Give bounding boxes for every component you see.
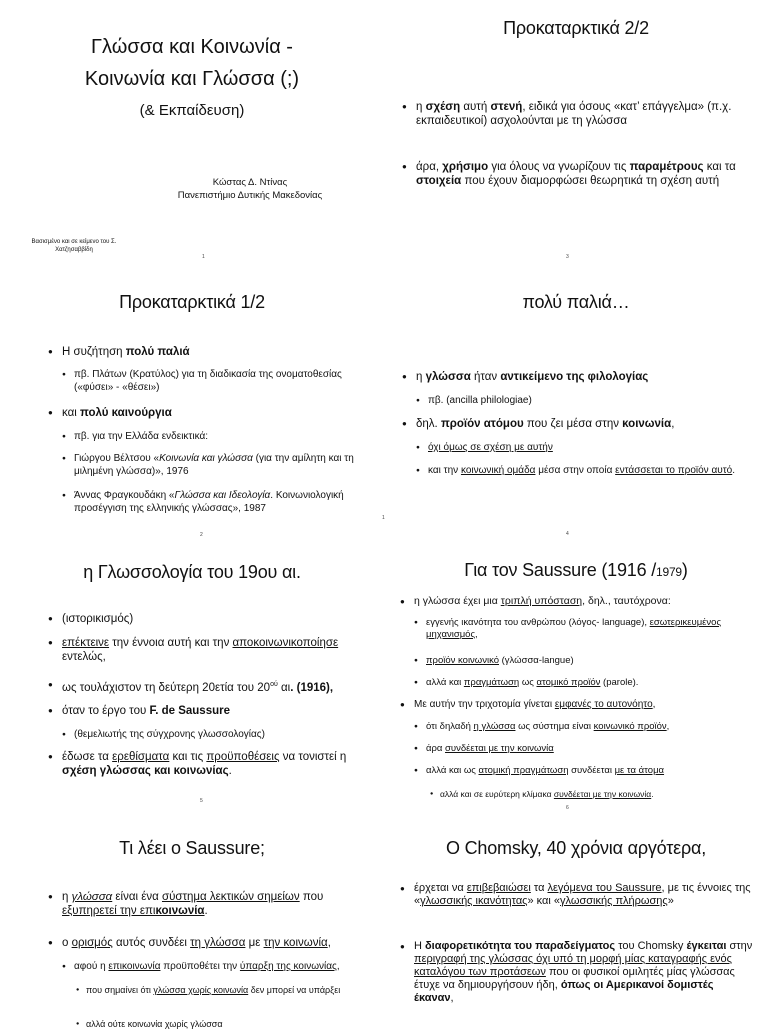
slide-6 [384, 512, 768, 811]
slide-6-bullet-1: ● η γλώσσα έχει μια τριπλή υπόσταση, δηλ., ταυτόχρονα: [414, 595, 754, 608]
slide-5-sub-1: ● (θεμελιωτής της σύγχρονης γλωσσολογίας) [74, 728, 372, 741]
slide-5-bullet-1: ● (ιστορικισμός) [62, 612, 362, 626]
slide-6-sub-1: ● εγγενής ικανότητα του ανθρώπου (λόγος- language), εσωτερικευμένος μηχανισμός, [426, 617, 746, 641]
slide-6-bullet-2: ● Με αυτήν την τριχοτομία γίνεται εμφανές το αυτονόητο, [414, 698, 754, 711]
slide-5 [0, 512, 384, 804]
slide-1-author-block [150, 176, 350, 202]
slide-3-sub-2: ● πβ. για την Ελλάδα ενδεικτικά: [74, 430, 372, 443]
slide-1-title [0, 0, 384, 260]
slide-3-sub-4: ● Άννας Φραγκουδάκη «Γλώσσα και Ιδεολογία. Κοινωνιολογική προσέγγιση της ελληνικής γλώσσας», 1987 [74, 489, 372, 515]
slide-3-sub-3: ● Γιώργου Βέλτσου «Κοινωνία και γλώσσα (για την αμίλητη και τη μιλημένη γλώσσα)», 1976 [74, 452, 372, 478]
slide-3-sub-1: ● πβ. Πλάτων (Κρατύλος) για τη διαδικασία της ονοματοθεσίας («φύσει» - «θέσει») [74, 368, 372, 394]
slide-6-sub-5: ● άρα συνδέεται με την κοινωνία [426, 743, 746, 755]
author-name: Κώστας Δ. Ντίνας [212, 177, 288, 188]
slide-4-bullet-1: ● η γλώσσα ήταν αντικείμενο της φιλολογίας [416, 370, 746, 384]
slide-2-bullet-2: ● άρα, χρήσιμο για όλους να γνωρίζουν τις παραμέτρους και τα στοιχεία που έχουν διαμορφώσει θεωρητικά τη σχέση αυτή [416, 160, 746, 188]
slide-3 [0, 256, 385, 538]
slide-6-sub-4: ● ότι δηλαδή η γλώσσα ως σύστημα είναι κοινωνικό προϊόν, [426, 721, 746, 733]
based-on-note [4, 238, 144, 254]
based-on-line2: Χατζησαββίδη [55, 247, 93, 253]
slide-6-sub-3: ● αλλά και πραγμάτωση ως ατομικό προϊόν (parole). [426, 677, 746, 689]
slide-8-bullet-1: ● έρχεται να επιβεβαιώσει τα λεγόμενα του Saussure, με τις έννοιες της «γλωσσικής ικανότητας» και «γλωσσικής πλήρωσης» [414, 882, 756, 908]
slide-1-title-line2: Κοινωνία και Γλώσσα (;) [84, 68, 300, 90]
slide-4-sub-1: ● πβ. (ancilla philologiae) [428, 394, 748, 407]
slide-4-sub-3: ● και την κοινωνική ομάδα μέσα στην οποία εντάσσεται το προϊόν αυτό. [428, 464, 738, 477]
slide-2-title: Προκαταρκτικά 2/2 [503, 18, 649, 38]
slide-6-subsub-1: ● αλλά και σε ευρύτερη κλίμακα συνδέεται με την κοινωνία. [440, 788, 750, 800]
slide-5-bullet-3: ● ως τουλάχιστον τη δεύτερη 20ετία του $20^{oύ}$ αι. (1916), [62, 678, 372, 695]
slide-7-title: Τι λέει ο Saussure; [119, 838, 265, 858]
page-number: 1 [202, 254, 205, 260]
slide-2 [384, 0, 768, 260]
slide-7-subsub-1: ● που σημαίνει ότι γλώσσα χωρίς κοινωνία δεν μπορεί να υπάρξει [86, 984, 366, 996]
slide-4-bullet-2: ● δηλ. προϊόν ατόμου που ζει μέσα στην κοινωνία, [416, 417, 746, 431]
footnote-mark: 1 [382, 515, 385, 521]
slide-5-bullet-5: ● έδωσε τα ερεθίσματα και τις προϋποθέσεις να τονιστεί η σχέση γλώσσας και κοινωνίας. [62, 750, 362, 778]
page-number: 6 [566, 805, 569, 811]
slide-8 [384, 768, 768, 1024]
slide-4 [384, 256, 768, 537]
slide-1-subtitle: (& Εκπαίδευση) [139, 102, 245, 119]
slide-7-bullet-1: ● η γλώσσα είναι ένα σύστημα λεκτικών σημείων που εξυπηρετεί την επικοινωνία. [62, 890, 362, 918]
slide-5-title: η Γλωσσολογία του 19ου αι. [83, 562, 301, 582]
slide-7-sub-1: ● αφού η επικοινωνία προϋποθέτει την ύπαρξη της κοινωνίας, [74, 960, 374, 973]
author-affiliation: Πανεπιστήμιο Δυτικής Μακεδονίας [177, 190, 323, 201]
slide-5-bullet-4: ● όταν το έργο του F. de Saussure [62, 704, 362, 718]
slide-4-title: πολύ παλιά… [522, 292, 630, 312]
slide-1-title-line1: Γλώσσα και Κοινωνία - [91, 36, 293, 58]
slide-8-title: Ο Chomsky, 40 χρόνια αργότερα, [446, 838, 706, 858]
slide-6-sub-2: ● προϊόν κοινωνικό (γλώσσα-langue) [426, 655, 746, 667]
slide-7-subsub-2: ● αλλά ούτε κοινωνία χωρίς γλώσσα [86, 1018, 366, 1030]
page-number: 2 [200, 532, 203, 538]
page-number: 4 [566, 531, 569, 537]
slide-8-bullet-2: ● Η διαφορετικότητα του παραδείγματος του Chomsky έγκειται στην περιγραφή της γλώσσας όχι υπό τη μορφή μίας καταγραφής ενός καταλόγου των προτάσεων που οι φυσικοί ομιλητές μίας γλώσσας έτυχε να δημιουργήσουν ήδη, όπως οι Αμερικανοί δομιστές έκαναν, [414, 940, 756, 1005]
slide-5-bullet-2: ● επέκτεινε την έννοια αυτή και την αποκοινωνικοποίησε εντελώς, [62, 636, 362, 664]
slide-7 [0, 768, 384, 1029]
slide-7-bullet-2: ● ο ορισμός αυτός συνδέει τη γλώσσα με την κοινωνία, [62, 936, 372, 950]
slide-2-bullet-1: ● η σχέση αυτή στενή, ειδικά για όσους «κατ’ επάγγελμα» (π.χ. εκπαιδευτικοί) ασχολούνται με τη γλώσσα [416, 100, 746, 128]
slide-3-bullet-2: ● και πολύ καινούργια [62, 406, 362, 420]
slide-3-title: Προκαταρκτικά 1/2 [119, 292, 265, 312]
page-number: 3 [566, 254, 569, 260]
slide-6-sub-6: ● αλλά και ως ατομική πραγμάτωση συνδέεται με τα άτομα [426, 765, 746, 777]
based-on-line1: Βασισμένο και σε κείμενο του Σ. [31, 239, 117, 245]
page-number: 5 [200, 798, 203, 804]
slide-6-title: Για τον Saussure (1916 /1979) [464, 560, 688, 580]
slide-4-sub-2: ● όχι όμως σε σχέση με αυτήν [428, 441, 748, 454]
slide-3-bullet-1: ● Η συζήτηση πολύ παλιά [62, 345, 362, 359]
